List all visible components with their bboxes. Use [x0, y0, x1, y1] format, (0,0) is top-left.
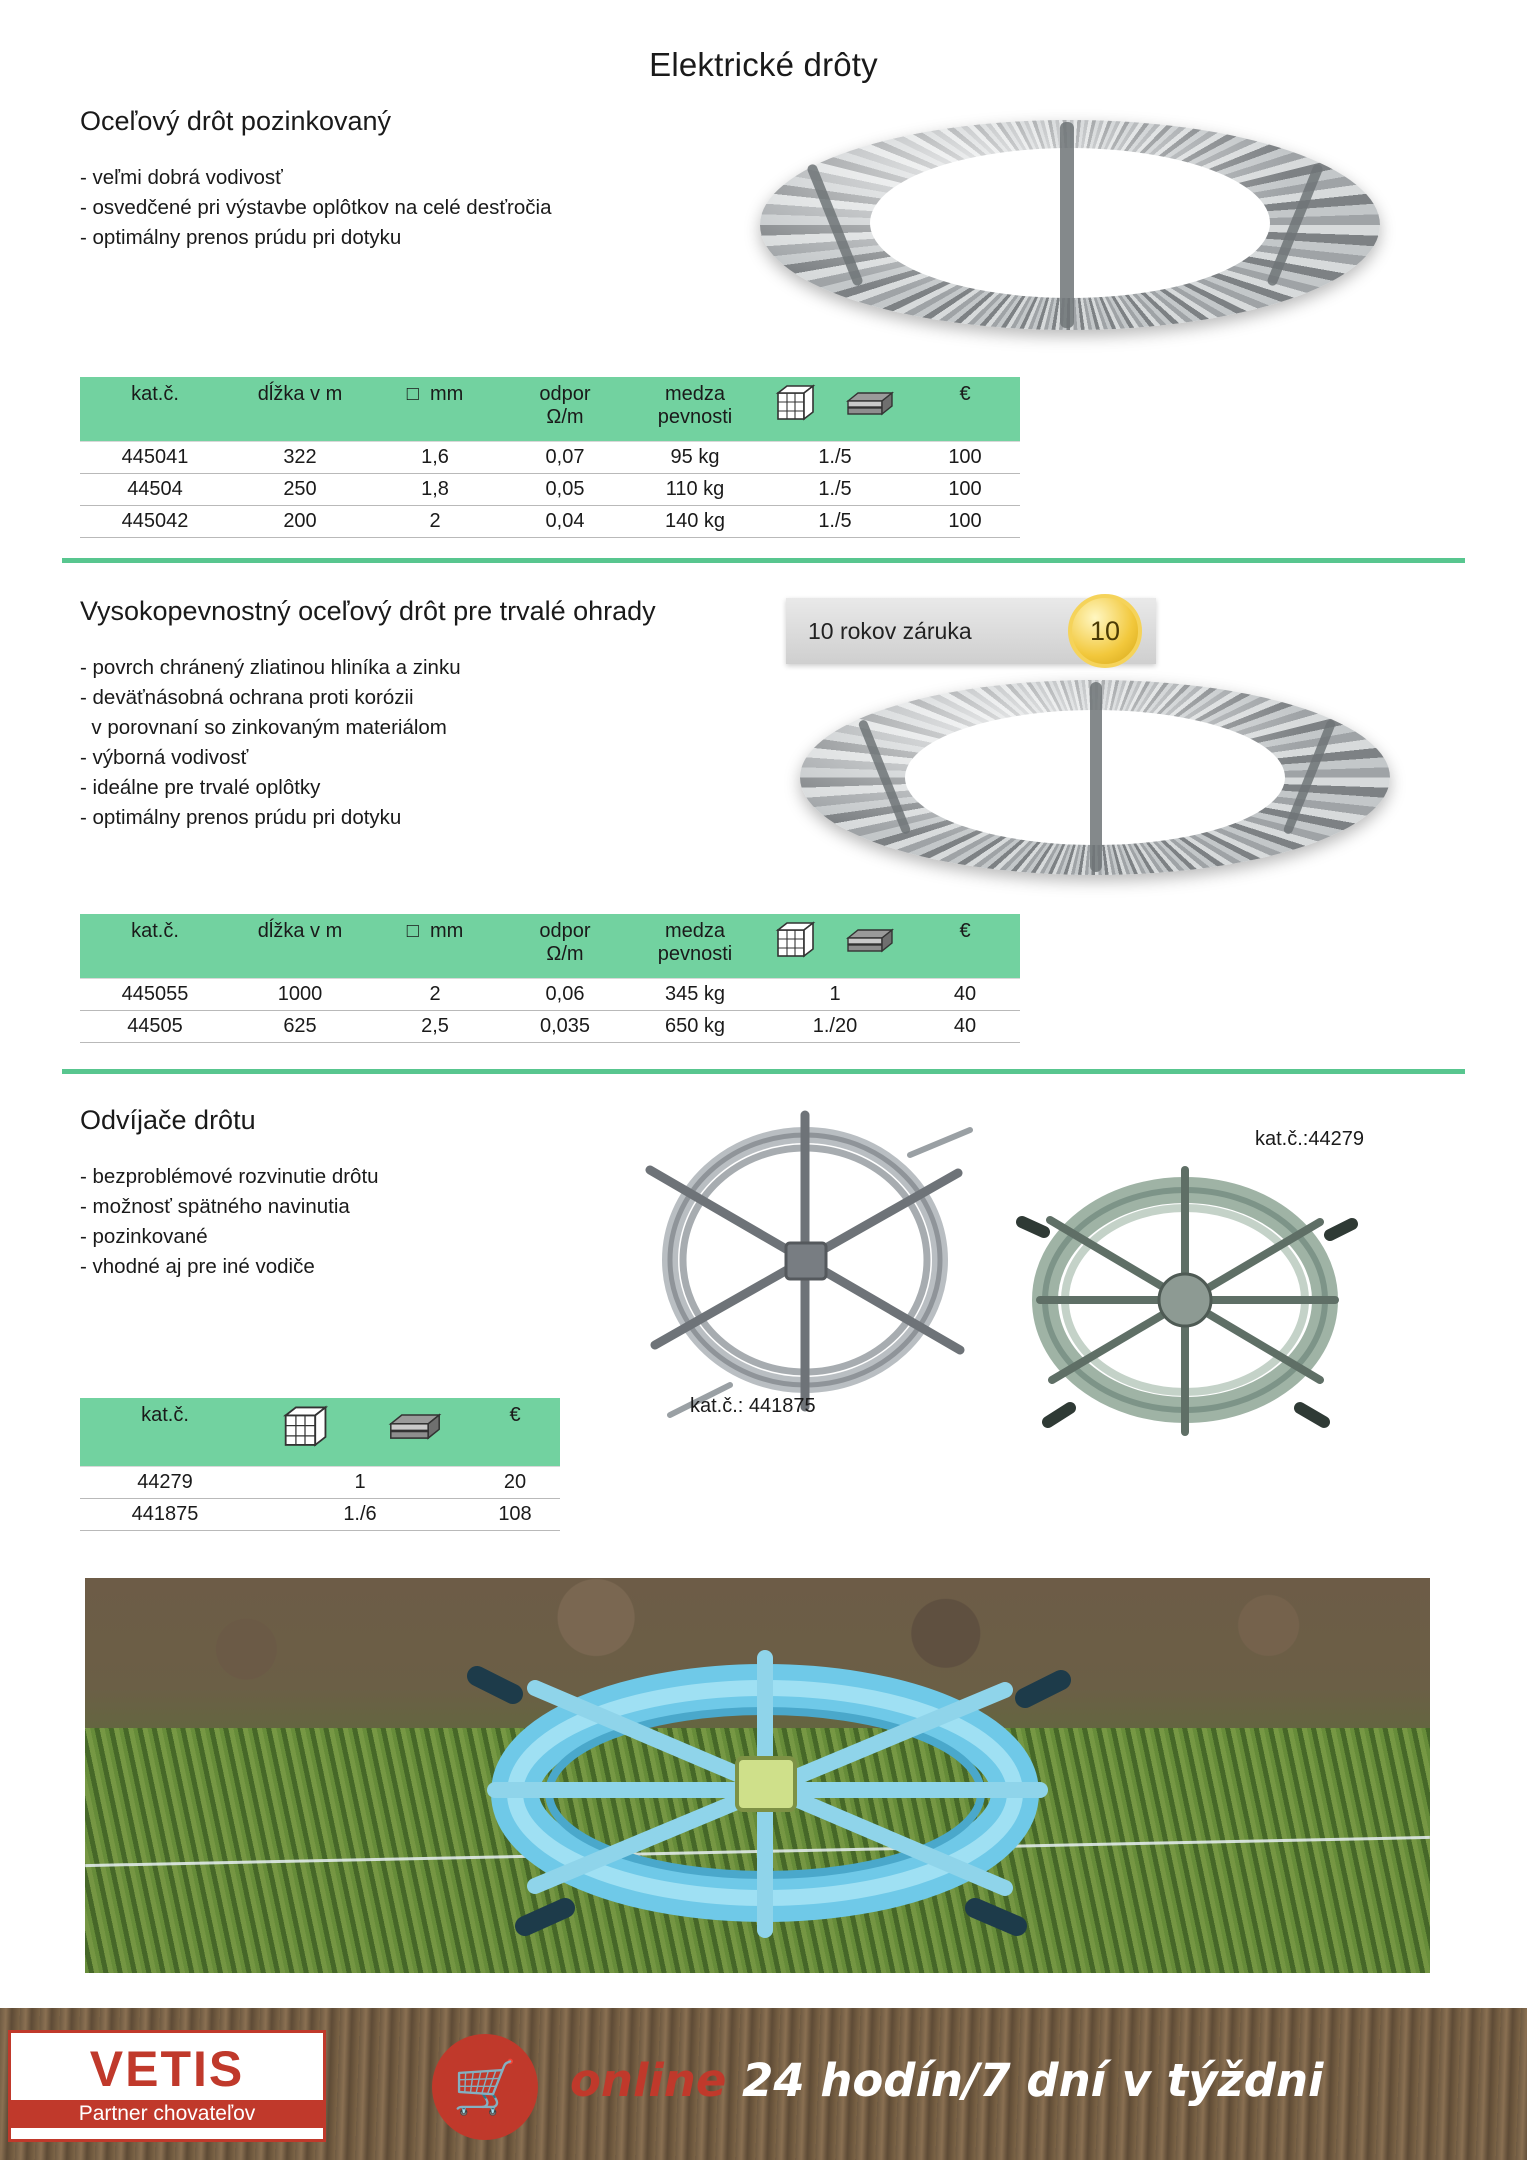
cell-length: 1000 [230, 978, 370, 1010]
section-separator [62, 558, 1465, 563]
cell-katc: 44504 [80, 473, 230, 505]
product-image-unwinder-44279 [1000, 1140, 1380, 1450]
cell-pallet: 1 [760, 978, 910, 1010]
section-steel-wire [80, 106, 780, 253]
layer-icon [386, 1404, 444, 1454]
image-caption-441875: kat.č.: 441875 [690, 1395, 816, 1417]
cell-resistance: 0,05 [500, 473, 630, 505]
cell-price: 100 [910, 473, 1020, 505]
vetis-logo [8, 2030, 326, 2142]
pallet-icon [280, 1404, 330, 1460]
cell-length: 200 [230, 505, 370, 537]
cell-length: 322 [230, 441, 370, 473]
col-length: dĺžka v m [230, 377, 370, 441]
table-header-row [80, 1398, 560, 1467]
cell-length: 250 [230, 473, 370, 505]
price-table-steel-wire [80, 377, 1020, 538]
col-price: € [910, 377, 1020, 441]
cell-price: 20 [470, 1467, 560, 1499]
square-icon: □ [406, 383, 419, 405]
price-table-high-tensile-wire [80, 914, 1020, 1043]
section-separator [62, 1069, 1465, 1074]
price-table-unwinders [80, 1398, 560, 1531]
promo-rest: 24 hodín/7 dní v týždni [726, 2054, 1324, 2107]
bullet-item: - výborná vodivosť [80, 746, 249, 769]
pallet-icon [773, 920, 817, 970]
medal-icon: 10 [1068, 594, 1142, 668]
table-row [80, 505, 1020, 537]
bullet-item: - osvedčené pri výstavbe oplôtkov na celé desťročia [80, 196, 552, 219]
cell-diameter: 2 [370, 978, 500, 1010]
cell-pallet: 1./5 [760, 505, 910, 537]
section-bullets-high-tensile-wire [80, 653, 820, 833]
table-header-row [80, 914, 1020, 978]
table-row [80, 473, 1020, 505]
col-pallet [760, 914, 830, 978]
section-title-high-tensile-wire: Vysokopevnostný oceľový drôt pre trvalé ohrady [80, 596, 656, 626]
cell-pallet: 1./6 [250, 1499, 470, 1531]
table-header-row [80, 377, 1020, 441]
product-image-unwinder-441875 [610, 1095, 1010, 1425]
cell-diameter: 1,6 [370, 441, 500, 473]
cell-pallet: 1./5 [760, 441, 910, 473]
table-body [80, 1467, 560, 1531]
cell-pallet: 1./20 [760, 1010, 910, 1042]
bullet-item: - ideálne pre trvalé oplôtky [80, 776, 321, 799]
col-pallet [760, 377, 830, 441]
cell-resistance: 0,06 [500, 978, 630, 1010]
layer-icon [844, 383, 896, 429]
cell-price: 100 [910, 441, 1020, 473]
table-row [80, 1467, 560, 1499]
bullet-item: - pozinkované [80, 1225, 208, 1248]
col-price: € [470, 1398, 560, 1467]
col-katc: kat.č. [80, 914, 230, 978]
cell-katc: 445041 [80, 441, 230, 473]
square-icon: □ [406, 920, 419, 942]
image-caption-44279: kat.č.:44279 [1255, 1128, 1364, 1150]
section-title-steel-wire: Oceľový drôt pozinkovaný [80, 106, 392, 136]
table-row [80, 978, 1020, 1010]
col-layer [360, 1398, 470, 1467]
col-resistance: odpor Ω/m [500, 377, 630, 441]
cell-katc: 44279 [80, 1467, 250, 1499]
section-bullets-wire-unwinders [80, 1162, 640, 1282]
col-strength: medza pevnosti [630, 914, 760, 978]
bullet-item: - možnosť spätného navinutia [80, 1195, 350, 1218]
cell-price: 108 [470, 1499, 560, 1531]
col-price: € [910, 914, 1020, 978]
cell-diameter: 2,5 [370, 1010, 500, 1042]
product-image-high-tensile-coil [800, 680, 1400, 880]
cell-katc: 44505 [80, 1010, 230, 1042]
section-wire-unwinders [80, 1105, 640, 1282]
col-katc: kat.č. [80, 377, 230, 441]
pallet-icon [773, 383, 817, 433]
cell-price: 100 [910, 505, 1020, 537]
cell-pallet: 1 [250, 1467, 470, 1499]
cell-katc: 441875 [80, 1499, 250, 1531]
cell-price: 40 [910, 1010, 1020, 1042]
cell-katc: 445055 [80, 978, 230, 1010]
page-title: Elektrické drôty [649, 46, 878, 83]
bullet-item: - vhodné aj pre iné vodiče [80, 1255, 315, 1278]
col-diameter: □ mm [370, 377, 500, 441]
bullet-item: - bezproblémové rozvinutie drôtu [80, 1165, 379, 1188]
bullet-item: - povrch chránený zliatinou hliníka a zinku [80, 656, 461, 679]
brand-tagline: Partner chovateľov [11, 2100, 323, 2128]
col-strength: medza pevnosti [630, 377, 760, 441]
section-bullets-steel-wire [80, 163, 780, 253]
cell-length: 625 [230, 1010, 370, 1042]
promo-text [570, 2054, 1323, 2107]
bullet-item: - optimálny prenos prúdu pri dotyku [80, 806, 402, 829]
product-photo-unwinder-in-field [85, 1578, 1430, 1973]
cell-strength: 650 kg [630, 1010, 760, 1042]
cell-strength: 140 kg [630, 505, 760, 537]
table-body [80, 978, 1020, 1042]
col-layer [830, 914, 910, 978]
cell-diameter: 1,8 [370, 473, 500, 505]
col-resistance: odpor Ω/m [500, 914, 630, 978]
warranty-text: 10 rokov záruka [808, 617, 972, 644]
cell-resistance: 0,04 [500, 505, 630, 537]
table-row [80, 1010, 1020, 1042]
cell-katc: 445042 [80, 505, 230, 537]
shopping-cart-icon: 🛒 [432, 2034, 538, 2140]
bullet-item: v porovnaní so zinkovaným materiálom [80, 716, 447, 739]
cell-strength: 345 kg [630, 978, 760, 1010]
col-pallet [250, 1398, 360, 1467]
cell-price: 40 [910, 978, 1020, 1010]
bullet-item: - optimálny prenos prúdu pri dotyku [80, 226, 402, 249]
cell-strength: 95 kg [630, 441, 760, 473]
product-image-galvanized-coil [760, 120, 1400, 340]
layer-icon [844, 920, 896, 966]
cell-resistance: 0,07 [500, 441, 630, 473]
col-layer [830, 377, 910, 441]
section-title-wire-unwinders: Odvíjače drôtu [80, 1105, 256, 1135]
table-row [80, 441, 1020, 473]
warranty-badge [786, 598, 1156, 664]
promo-highlight: online [570, 2054, 727, 2107]
footer-banner [0, 2008, 1527, 2160]
col-diameter: □ mm [370, 914, 500, 978]
brand-name: VETIS [89, 2041, 245, 2097]
cell-pallet: 1./5 [760, 473, 910, 505]
bullet-item: - deväťnásobná ochrana proti korózii [80, 686, 414, 709]
col-katc: kat.č. [80, 1398, 250, 1467]
cell-strength: 110 kg [630, 473, 760, 505]
bullet-item: - veľmi dobrá vodivosť [80, 166, 283, 189]
table-row [80, 1499, 560, 1531]
col-length: dĺžka v m [230, 914, 370, 978]
cell-resistance: 0,035 [500, 1010, 630, 1042]
table-body [80, 441, 1020, 537]
cell-diameter: 2 [370, 505, 500, 537]
section-high-tensile-wire [80, 596, 820, 833]
